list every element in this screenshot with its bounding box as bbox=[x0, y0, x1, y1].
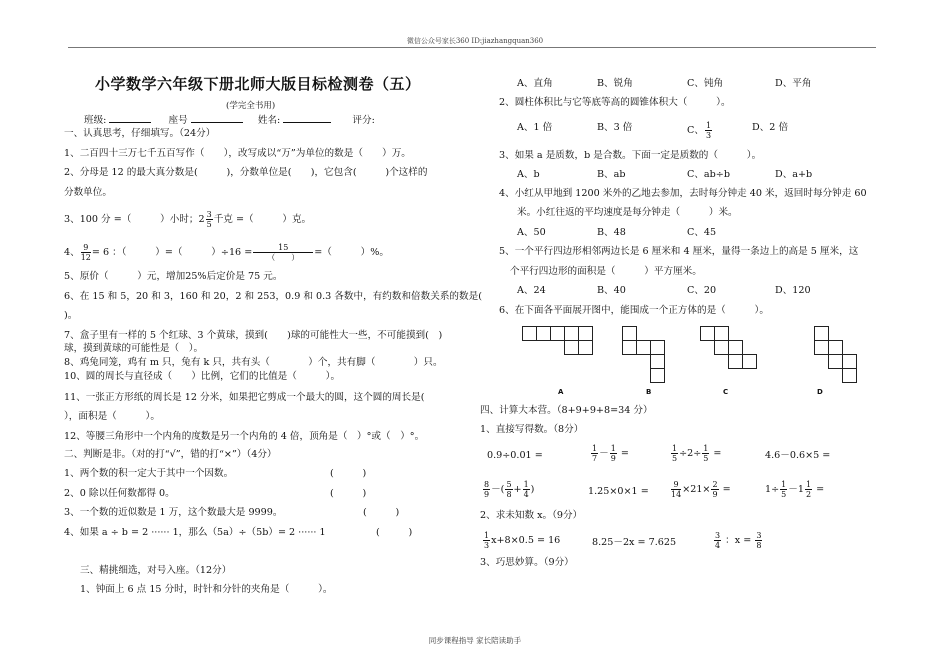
question-6-line-1: 6、在 15 和 5，20 和 3，160 和 20，2 和 253，0.9 和 0.3 各数中，有约数和倍数关系的数是( bbox=[64, 291, 482, 302]
question-12: 12、等腰三角形中一个内角的度数是另一个内角的 4 倍，顶角是（ ）°或（ ）°。 bbox=[64, 431, 425, 442]
question-10: 10、圆的周长与直径成（ ）比例，它们的比值是（ ）。 bbox=[64, 371, 341, 382]
calc-1-item-4: 4.6－0.6×5 = bbox=[765, 450, 831, 461]
choice-4-line-2: 米。小红往返的平均速度是每分钟走（ ）米。 bbox=[517, 207, 738, 218]
question-4-fraction bbox=[81, 243, 91, 262]
question-6-line-2: )。 bbox=[64, 310, 78, 321]
question-11-line-1: 11、一张正方形纸的周长是 12 分米，如果把它剪成一个最大的圆，这个圆的周长是( bbox=[64, 392, 425, 403]
judge-3: 3、一个数的近似数是 1 万，这个数最大是 9999。 bbox=[64, 507, 283, 518]
choice-3: 3、如果 a 是质数，b 是合数。下面一定是质数的（ ）。 bbox=[499, 150, 762, 161]
judge-3-answer[interactable]: ( ) bbox=[363, 507, 400, 518]
fraction: $\frac{3}{4}$ bbox=[715, 531, 721, 550]
calc-3-heading: 3、巧思妙算。（9分） bbox=[480, 557, 574, 568]
fraction-denominator: 3 bbox=[705, 131, 712, 140]
name-field[interactable] bbox=[283, 113, 331, 123]
option-c[interactable] bbox=[687, 121, 713, 140]
judge-4: 4、如果 a ÷ b = 2 ······ 1，那么（5a）÷（5b）= 2 ······ 1 bbox=[64, 527, 326, 538]
choice-6: 6、在下面各平面展开图中，能围成一个正方体的是（ ）。 bbox=[499, 305, 769, 316]
option-b[interactable]: B、ab bbox=[597, 169, 626, 180]
equation-text: ：x = bbox=[725, 535, 752, 546]
option-d[interactable]: D、a+b bbox=[775, 169, 813, 180]
question-3-fraction bbox=[206, 210, 213, 229]
score-label: 评分: bbox=[352, 115, 375, 126]
option-b[interactable]: B、40 bbox=[597, 285, 626, 296]
question-4-prefix: 4、 bbox=[64, 247, 80, 258]
section-3-heading: 三、精挑细选，对号入座。（12分） bbox=[80, 565, 232, 576]
option-c[interactable]: C、钝角 bbox=[687, 78, 724, 89]
net-label-c: C bbox=[723, 388, 729, 396]
question-11-line-2: ），面积是（ ）。 bbox=[64, 411, 160, 422]
choice-5-line-2: 个平行四边形的面积是（ ）平方厘米。 bbox=[510, 266, 702, 277]
question-3-text-a: 3、100 分 =（ ）小时；2 bbox=[64, 214, 205, 225]
calc-2-item-2: 8.25－2x = 7.625 bbox=[592, 537, 677, 548]
class-label: 班级: bbox=[84, 115, 107, 126]
option-c[interactable]: C、20 bbox=[687, 285, 717, 296]
option-a[interactable]: A、50 bbox=[517, 227, 546, 238]
option-a[interactable]: A、直角 bbox=[517, 78, 553, 89]
judge-2-answer[interactable]: ( ) bbox=[330, 488, 367, 499]
option-b[interactable]: B、锐角 bbox=[597, 78, 633, 89]
question-7-line-2: 球，摸到黄球的可能性是（ ）。 bbox=[64, 343, 204, 354]
question-1: 1、二百四十三万七千五百写作（ ），改写成以“万”为单位的数是（ ）万。 bbox=[64, 148, 411, 159]
fraction: $\frac{2}{9}$ bbox=[712, 480, 718, 499]
question-4-middle: = 6 ：（ ）=（ ）÷16 = bbox=[91, 247, 253, 258]
calc-1-item-6: 1.25×0×1 = bbox=[588, 486, 649, 497]
fraction: $\frac{1}{3}$ bbox=[484, 531, 490, 550]
calc-1-heading: 1、直接写得数。（8分） bbox=[480, 424, 584, 435]
fraction: $\frac{1}{4}$ bbox=[523, 480, 529, 499]
option-d[interactable]: D、2 倍 bbox=[752, 122, 789, 133]
fraction: $\frac{1}{5}$ bbox=[781, 480, 787, 499]
page-title: 小学数学六年级下册北师大版目标检测卷（五） bbox=[95, 75, 421, 93]
page-header: 微信公众号家长360 ID:jiazhangquan360 bbox=[406, 37, 544, 45]
calc-2-item-1 bbox=[482, 531, 560, 550]
calc-1-item-8: 1÷ $\frac{1}{5}$ －1 $\frac{1}{2}$ = bbox=[765, 480, 825, 499]
fraction-denominator: 12 bbox=[80, 253, 91, 262]
option-a[interactable]: A、24 bbox=[517, 285, 546, 296]
question-4-suffix: =（ ）%。 bbox=[314, 247, 389, 258]
choice-5-line-1: 5、一个平行四边形相邻两边长是 6 厘米和 4 厘米，量得一条边上的高是 5 厘米，这 bbox=[499, 246, 859, 257]
question-7-line-1: 7、盒子里有一样的 5 个红球、3 个黄球，摸到( )球的可能性大一些，不可能摸到( ) bbox=[64, 330, 443, 341]
calc-1-item-2: $\frac{1}{7}$ － $\frac{1}{9}$ = bbox=[592, 444, 629, 463]
fraction: $\frac{1}{5}$ bbox=[703, 444, 709, 463]
student-info-row bbox=[84, 113, 375, 127]
fraction: $\frac{8}{9}$ bbox=[484, 480, 490, 499]
option-a[interactable]: A、b bbox=[517, 169, 540, 180]
option-d[interactable]: D、120 bbox=[775, 285, 811, 296]
fraction-numerator: 3 bbox=[206, 210, 212, 219]
equation-text: x+8×0.5 = 16 bbox=[491, 535, 561, 546]
fraction: $\frac{1}{7}$ bbox=[592, 444, 598, 463]
option-b[interactable]: B、48 bbox=[597, 227, 626, 238]
fraction-numerator: 1 bbox=[705, 121, 712, 130]
class-field[interactable] bbox=[109, 113, 151, 123]
judge-1-answer[interactable]: ( ) bbox=[330, 468, 367, 479]
choice-1: 1、钟面上 6 点 15 分时，时针和分针的夹角是（ ）。 bbox=[80, 584, 333, 595]
question-8: 8、鸡兔同笼，鸡有 m 只，兔有 k 只，共有头（ ）个，共有脚（ ）只。 bbox=[64, 357, 443, 368]
name-label: 姓名: bbox=[257, 115, 281, 126]
fraction: $\frac{1}{9}$ bbox=[610, 444, 616, 463]
calc-1-item-7: $\frac{9}{14}$ ×21× $\frac{2}{9}$ = bbox=[671, 480, 731, 499]
question-5: 5、原价（ ）元，增加25%后定价是 75 元。 bbox=[64, 271, 283, 282]
choice-4-line-1: 4、小红从甲地到 1200 米外的乙地去参加，去时每分钟走 40 米，返回时每分钟走 60 bbox=[499, 188, 867, 199]
fraction-numerator: 15 bbox=[253, 243, 313, 253]
fraction: $\frac{1}{2}$ bbox=[805, 480, 812, 499]
net-label-d: D bbox=[817, 388, 823, 396]
judge-2: 2、0 除以任何数都得 0。 bbox=[64, 488, 175, 499]
option-c-label: C、 bbox=[687, 125, 704, 136]
section-2-heading: 二、判断是非。（对的打“√”，错的打“×”）（4分） bbox=[64, 449, 277, 460]
calc-2-heading: 2、求未知数 x。（9分） bbox=[480, 510, 583, 521]
fraction: $\frac{9}{14}$ bbox=[671, 480, 682, 499]
judge-1: 1、两个数的积一定大于其中一个因数。 bbox=[64, 468, 234, 479]
section-1-heading: 一、认真思考，仔细填写。（24分） bbox=[64, 128, 216, 139]
fraction: $\frac{5}{8}$ bbox=[506, 480, 512, 499]
calc-1-item-5: $\frac{8}{9}$ －( $\frac{5}{8}$ + $\frac{1}{4}$ ) bbox=[484, 480, 535, 499]
net-label-a: A bbox=[558, 388, 564, 396]
section-4-heading: 四、计算大本营。（8+9+9+8=34 分） bbox=[480, 405, 653, 416]
option-d[interactable]: D、平角 bbox=[775, 78, 812, 89]
page-subtitle: (学完全书用) bbox=[226, 101, 276, 111]
question-4-fraction-2 bbox=[253, 243, 313, 262]
question-3 bbox=[64, 210, 311, 229]
seat-label: 座号 bbox=[168, 115, 188, 126]
header-divider bbox=[68, 47, 876, 48]
net-label-b: B bbox=[646, 388, 652, 396]
option-b[interactable]: B、3 倍 bbox=[597, 122, 633, 133]
fraction-numerator: 9 bbox=[81, 243, 91, 253]
option-c[interactable]: C、ab÷b bbox=[687, 169, 730, 180]
question-4 bbox=[64, 243, 389, 262]
question-3-text-b: 千克 =（ ）克。 bbox=[213, 214, 312, 225]
option-c[interactable]: C、45 bbox=[687, 227, 717, 238]
option-c-fraction bbox=[705, 121, 712, 140]
choice-2: 2、圆柱体积比与它等底等高的圆锥体积大（ ）。 bbox=[499, 97, 731, 108]
fraction-denominator: 5 bbox=[206, 220, 212, 229]
question-2-line-2: 分数单位。 bbox=[64, 187, 112, 198]
calc-1-item-1: 0.9÷0.01 = bbox=[487, 450, 543, 461]
calc-2-item-3 bbox=[713, 531, 763, 550]
fraction: $\frac{1}{5}$ bbox=[672, 444, 678, 463]
question-2-line-1: 2、分母是 12 的最大真分数是( )，分数单位是( )，它包含( )个这样的 bbox=[64, 167, 428, 178]
option-a[interactable]: A、1 倍 bbox=[517, 122, 553, 133]
fraction-denominator: （ ） bbox=[267, 253, 300, 262]
fraction: $\frac{3}{8}$ bbox=[756, 531, 762, 550]
judge-4-answer[interactable]: ( ) bbox=[376, 527, 413, 538]
calc-1-item-3: $\frac{1}{5}$ ÷2÷ $\frac{1}{5}$ = bbox=[672, 444, 722, 463]
page-footer: 同步课程指导 家长陪读助手 bbox=[428, 636, 522, 645]
seat-field[interactable] bbox=[191, 113, 243, 123]
